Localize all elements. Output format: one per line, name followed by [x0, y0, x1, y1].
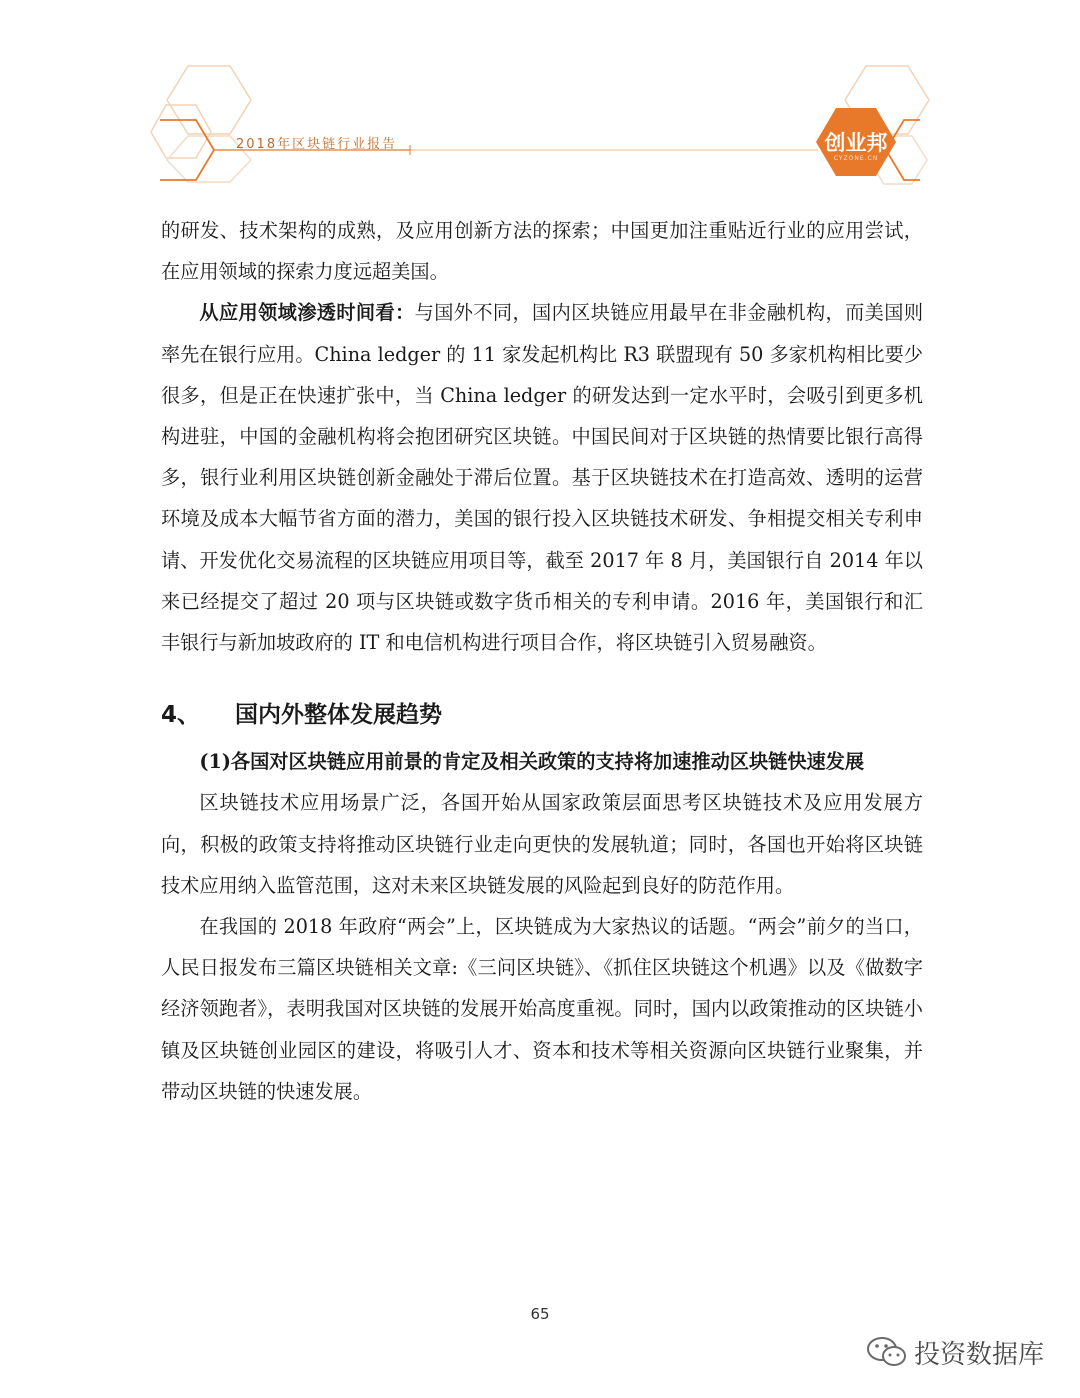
- paragraph-body: 与国外不同，国内区块链应用最早在非金融机构，而美国则率先在银行应用。China ledger 的 11 家发起机构比 R3 联盟现有 50 多家机构相比要少很多，但是正在快速扩张中，当 China ledger 的研发达到一定水平时，会吸引到更多机构进驻，中国的金融机构将会抱团研究区块链。中国民间对于区块链的热情要比银行高得多，银行业利用区块链创新金融处于滞后位置。基于区块链技术在打造高效、透明的运营环境及成本大幅节省方面的潜力，美国的银行投入区块链技术研发、争相提交相关专利申请、开发优化交易流程的区块链应用项目等，截至 2017 年 8 月，美国银行自 2014 年以来已经提交了超过 20 项与区块链或数字货币相关的专利申请。2016 年，美国银行和汇丰银行与新加坡政府的 IT 和电信机构进行项目合作，将区块链引入贸易融资。: [161, 301, 924, 655]
- section-heading: [161, 693, 923, 737]
- section-title: 国内外整体发展趋势: [235, 702, 442, 729]
- paragraph-two-sessions: 在我国的 2018 年政府“两会”上，区块链成为大家热议的话题。“两会”前夕的当口，人民日报发布三篇区块链相关文章:《三问区块链》、《抓住区块链这个机遇》以及《做数字经济领跑者》，表明我国对区块链的发展开始高度重视。同时，国内以政策推动的区块链小镇及区块链创业园区的建设，将吸引人才、资本和技术等相关资源向区块链行业聚集，并带动区块链的快速发展。: [161, 915, 923, 1103]
- paragraph-application-penetration: [161, 292, 923, 663]
- paragraph-policy-support: 区块链技术应用场景广泛，各国开始从国家政策层面思考区块链技术及应用发展方向，积极的政策支持将推动区块链行业走向更快的发展轨道；同时，各国也开始将区块链技术应用纳入监管范围，这对未来区块链发展的风险起到良好的防范作用。: [161, 791, 923, 897]
- section-number: 4、: [161, 702, 201, 729]
- subheading: (1)各国对区块链应用前景的肯定及相关政策的支持将加速推动区块链快速发展: [199, 750, 865, 774]
- report-header-title: 2018年区块链行业报告: [236, 137, 398, 152]
- paragraph-lead: 从应用领域渗透时间看：: [199, 301, 415, 325]
- cyzone-logo-subtext: CYZONE.CN: [833, 155, 879, 162]
- document-body: [161, 210, 923, 1112]
- cyzone-logo: 创业邦: [824, 131, 888, 155]
- paragraph-continuation: 的研发、技术架构的成熟，及应用创新方法的探索；中国更加注重贴近行业的应用尝试，在应用领域的探索力度远超美国。: [161, 219, 923, 284]
- wechat-icon: [866, 1335, 908, 1369]
- header-decoration: [0, 0, 1080, 200]
- page-number: 65: [530, 1305, 550, 1323]
- watermark-text: 投资数据库: [914, 1339, 1045, 1370]
- watermark: [866, 1332, 1044, 1372]
